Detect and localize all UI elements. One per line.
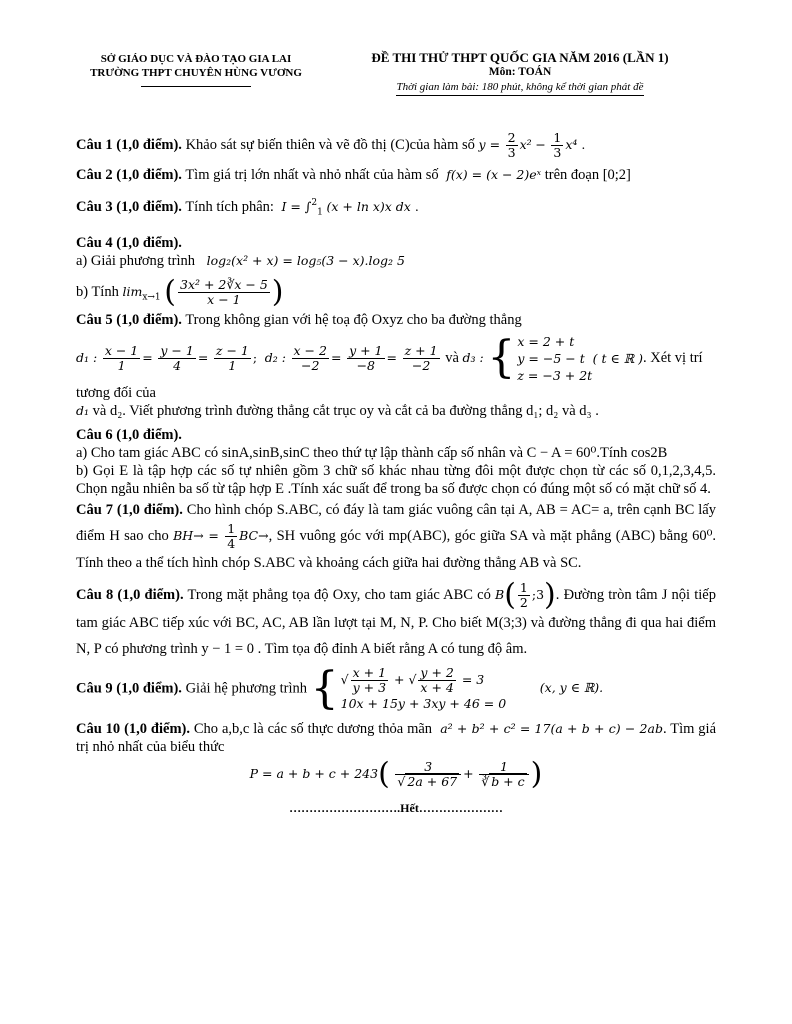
question-8: Câu 8 (1,0 điểm). Trong mặt phẳng tọa độ Oxy, cho tam giác ABC có B( $\frac{1}{2}$ ;3). Đường tròn tâm J nội tiếp tam giác ABC tiếp xúc với BC, AC, AB lần lượt tại M, N, P. Cho biết M(3;3) và đường thẳng đi qua hai điểm N, P có phương trình y − 1 = 0 . Tìm tọa độ đỉnh A biết rằng A có tung độ âm.	[76, 577, 716, 657]
question-3: Câu 3 (1,0 điểm). Tính tích phân: I = ∫$^2_1$ (x + ln x)x dx .	[76, 198, 419, 218]
question-4b: b) Tính $\lim_{x\to 1}$ ( $\frac{\text{3x² + 2∛x − 5}}{x - 1}$ )	[76, 274, 284, 310]
exam-end: ……………………….Hết…………………	[289, 800, 503, 815]
question-5: Câu 5 (1,0 điểm). Trong không gian với hệ toạ độ Oxyz cho ba đường thẳng	[76, 311, 522, 328]
exam-time: Thời gian làm bài: 180 phút, không kể thời gian phát đề	[330, 80, 710, 96]
exam-body	[76, 131, 716, 817]
header-left	[66, 52, 326, 87]
school-name: TRƯỜNG THPT CHUYÊN HÙNG VƯƠNG	[90, 67, 302, 79]
exam-title: ĐỀ THI THỬ THPT QUỐC GIA NĂM 2016 (LẦN 1)	[371, 50, 669, 65]
question-2: Câu 2 (1,0 điểm). Tìm giá trị lớn nhất và nhỏ nhất của hàm số f(x) = (x − 2)eˣ trên đoạn [0;2]	[76, 167, 631, 183]
department-name: SỞ GIÁO DỤC VÀ ĐÀO TẠO GIA LAI	[100, 53, 292, 65]
question-4a: a) Giải phương trình log₂(x² + x) = log₅(3 − x).log₂ 5	[76, 252, 405, 269]
question-7: Câu 7 (1,0 điểm). Cho hình chóp S.ABC, có đáy là tam giác vuông cân tại A, AB = AC= a, trên cạnh BC lấy điểm H sao cho BH→ = $\frac{1}{4}$ BC→, SH vuông góc với mp(ABC), góc giữa SA và mặt phẳng (ABC) bằng 60⁰. Tính theo a thể tích hình chóp S.ABC và khoảng cách giữa hai đường thẳng AB và SC.	[76, 501, 717, 571]
question-5-end: d₁ và d₂. Viết phương trình đường thẳng cắt trục oy và cắt cả ba đường thẳng d₁; d₂ và d₃ .	[76, 402, 599, 419]
header-right	[330, 50, 710, 96]
question-4: Câu 4 (1,0 điểm).	[76, 234, 182, 251]
question-10: Câu 10 (1,0 điểm). Cho a,b,c là các số thực dương thỏa mãn a² + b² + c² = 17(a + b + c) − 2ab. Tìm giá trị nhỏ nhất của biểu thức	[76, 720, 716, 755]
question-10-expression: P = a + b + c + 243( $\frac{3}{√ 2a + 67}$ + $\frac{1}{∛ b + c}$ )	[249, 756, 543, 792]
question-6a: a) Cho tam giác ABC có sinA,sinB,sinC theo thứ tự lập thành cấp số nhân và C − A = 60⁰.Tính cos2B	[76, 444, 668, 461]
question-6b: b) Gọi E là tập hợp các số tự nhiên gồm 3 chữ số khác nhau từng đôi một được chọn từ các số 0,1,2,3,4,5. Chọn ngẫu nhiên ba số từ tập hợp E .Tính xác suất để trong ba số được chọn có đúng một số có mặt chữ số 4.	[76, 462, 716, 497]
question-6: Câu 6 (1,0 điểm).	[76, 426, 182, 443]
header-rule	[141, 86, 251, 87]
exam-subject: Môn: TOÁN	[488, 66, 552, 78]
question-1: Câu 1 (1,0 điểm). Khảo sát sự biến thiên và vẽ đồ thị (C)của hàm số y = $\frac{2}{3}$ x² − $\frac{1}{3}$ x⁴ .	[76, 130, 586, 160]
question-9: Câu 9 (1,0 điểm). Giải hệ phương trình { √ $\frac{x + 1}{y + 3}$ + √ $\frac{y + 2}{x + 4}$ = 3 10x + 15y + 3xy + 46 = 0 (x, y ∈ ℝ).	[76, 662, 604, 714]
question-5-lines: d₁ : $\frac{x - 1}{1}$ = $\frac{y - 1}{4}$ = $\frac{z - 1}{1}$ ; d₂ : $\frac{x - 2}{-2}$ = $\frac{y + 1}{-8}$ = $\frac{z + 1}{-2}$ và d₃ : { x = 2 + t y = −5 − t ( t ∈ ℝ ) z = −3 + 2t . Xét vị trí tương đối của	[76, 332, 703, 401]
